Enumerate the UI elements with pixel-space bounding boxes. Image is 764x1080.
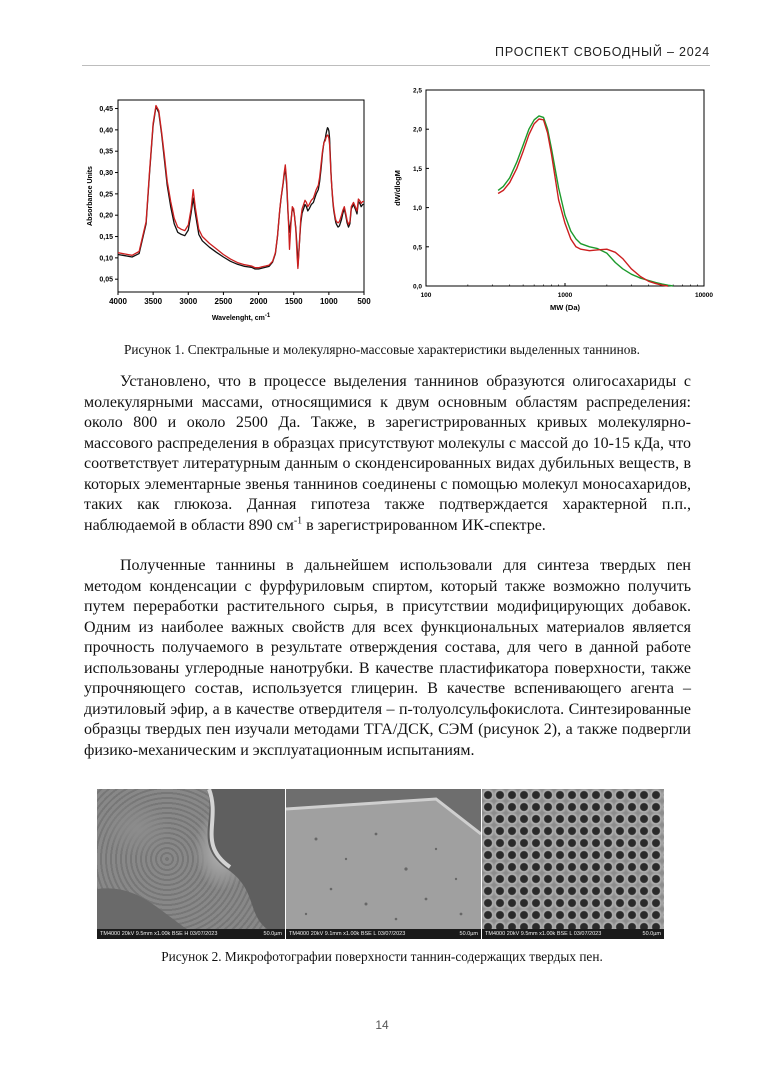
page-number: 14 bbox=[375, 1018, 389, 1032]
sem-3-scale: 50.0µm bbox=[642, 931, 661, 937]
ir-x-tick-label: 500 bbox=[357, 297, 371, 306]
mw-y-tick-label: 1,0 bbox=[412, 205, 422, 213]
header-rule bbox=[82, 65, 710, 66]
paragraph-1-text: Установлено, что в процессе выделения таннинов образуются олигосахариды с молекулярными массами, относящимися к двум основным областям распределения: около 800 и около 2500 Да. Также, в зарегистрированных кривых молекулярно-массового распределения в образцах присутствуют молекулы с массой до 10-15 кДа, что соответствует литературным данным о сконденсированных видах дубильных веществ, в которых элементарные звенья таннинов соединены с помощью молекул моносахаридов, таких как глюкоза. Данная гипотеза также подтверждается характерной п.п., наблюдаемой в области 890 см bbox=[84, 373, 691, 534]
sem-image-3 bbox=[482, 789, 664, 939]
paragraph-1-text-end: в зарегистрированном ИК-спектре. bbox=[302, 516, 546, 534]
mw-distribution-chart bbox=[386, 80, 716, 330]
paragraph-1-superscript: -1 bbox=[293, 515, 303, 527]
figure2-caption: Рисунок 2. Микрофотографии поверхности таннин-содержащих твердых пен. bbox=[161, 949, 603, 964]
sem-image-2 bbox=[286, 789, 481, 939]
mw-y-tick-label: 1,5 bbox=[412, 165, 422, 173]
mw-plot-frame bbox=[426, 90, 704, 286]
ir-x-tick-label: 2000 bbox=[249, 297, 268, 306]
ir-y-tick-label: 0,40 bbox=[99, 127, 113, 135]
ir-x-tick-label: 3000 bbox=[179, 297, 198, 306]
mw-series-sample-green bbox=[498, 116, 673, 286]
ir-y-tick-label: 0,30 bbox=[99, 170, 113, 178]
mw-x-tick-label: 1000 bbox=[557, 292, 573, 299]
sem-2-texture bbox=[286, 789, 481, 929]
mw-y-axis-label: dW/dlogM bbox=[393, 170, 402, 206]
sem-2-scale: 50.0µm bbox=[459, 931, 478, 937]
figure1-caption: Рисунок 1. Спектральные и молекулярно-массовые характеристики выделенных таннинов. bbox=[124, 342, 640, 357]
sem-2-info-bar: TM4000 20kV 9.1mm x1.00k BSE L 03/07/2023 bbox=[286, 929, 481, 939]
paragraph-1 bbox=[84, 372, 691, 536]
mw-y-tick-label: 0,5 bbox=[412, 244, 422, 252]
ir-y-tick-label: 0,25 bbox=[99, 191, 113, 199]
mw-x-axis-label: MW (Da) bbox=[550, 303, 580, 312]
sem-1-info-bar: TM4000 20kV 9.5mm x1.00k BSE H 03/07/2023 bbox=[97, 929, 285, 939]
ir-x-tick-label: 2500 bbox=[214, 297, 233, 306]
sem-1-scale: 50.0µm bbox=[263, 931, 282, 937]
ir-y-tick-label: 0,10 bbox=[99, 255, 113, 263]
ir-y-tick-label: 0,15 bbox=[99, 234, 113, 242]
ir-x-tick-label: 1500 bbox=[284, 297, 303, 306]
ir-series-sample-black bbox=[118, 106, 364, 269]
journal-header: ПРОСПЕКТ СВОБОДНЫЙ – 2024 bbox=[495, 45, 710, 59]
mw-y-tick-label: 2,0 bbox=[412, 126, 422, 134]
sem-1-texture bbox=[97, 789, 285, 929]
mw-y-tick-label: 0,0 bbox=[412, 283, 422, 291]
sem-3-info-bar: TM4000 20kV 9.5mm x1.00k BSE L 03/07/2023 bbox=[482, 929, 664, 939]
mw-y-tick-label: 2,5 bbox=[412, 87, 422, 95]
ir-x-axis-label: Wavelenght, cm-1 bbox=[211, 313, 271, 322]
ir-x-tick-label: 3500 bbox=[144, 297, 163, 306]
ir-x-tick-label: 4000 bbox=[109, 297, 127, 306]
ir-y-tick-label: 0,20 bbox=[99, 212, 113, 220]
ir-x-tick-label: 1000 bbox=[319, 297, 338, 306]
ir-y-tick-label: 0,05 bbox=[99, 276, 113, 284]
sem-image-1 bbox=[97, 789, 285, 939]
ir-spectrum-chart bbox=[82, 92, 377, 332]
mw-x-tick-label: 10000 bbox=[694, 292, 714, 299]
mw-x-tick-label: 100 bbox=[420, 292, 432, 299]
ir-y-tick-label: 0,35 bbox=[99, 148, 113, 156]
ir-y-tick-label: 0,45 bbox=[99, 106, 113, 114]
paragraph-2: Полученные таннины в дальнейшем использовали для синтеза твердых пен методом конденсации с фурфуриловым спиртом, который также возможно получить путем переработки растительного сырья, в присутствии модифицирующих добавок. Одним из наиболее важных свойств для всех функциональных материалов является прочность получаемого в результате отверждения состава, для чего в данной работе использованы углеродные нанотрубки. В качестве пластификатора поверхности, также упрочняющего состав, используется глицерин. В качестве вспенивающего агента – диэтиловый эфир, а в качестве отвердителя – п-толуолсульфокислота. Синтезированные образцы твердых пен изучали методами ТГА/ДСК, СЭМ (рисунок 2), а также подвергли физико-механическим и эксплуатационным испытаниям. bbox=[84, 557, 691, 759]
ir-y-axis-label: Absorbance Units bbox=[87, 166, 94, 226]
